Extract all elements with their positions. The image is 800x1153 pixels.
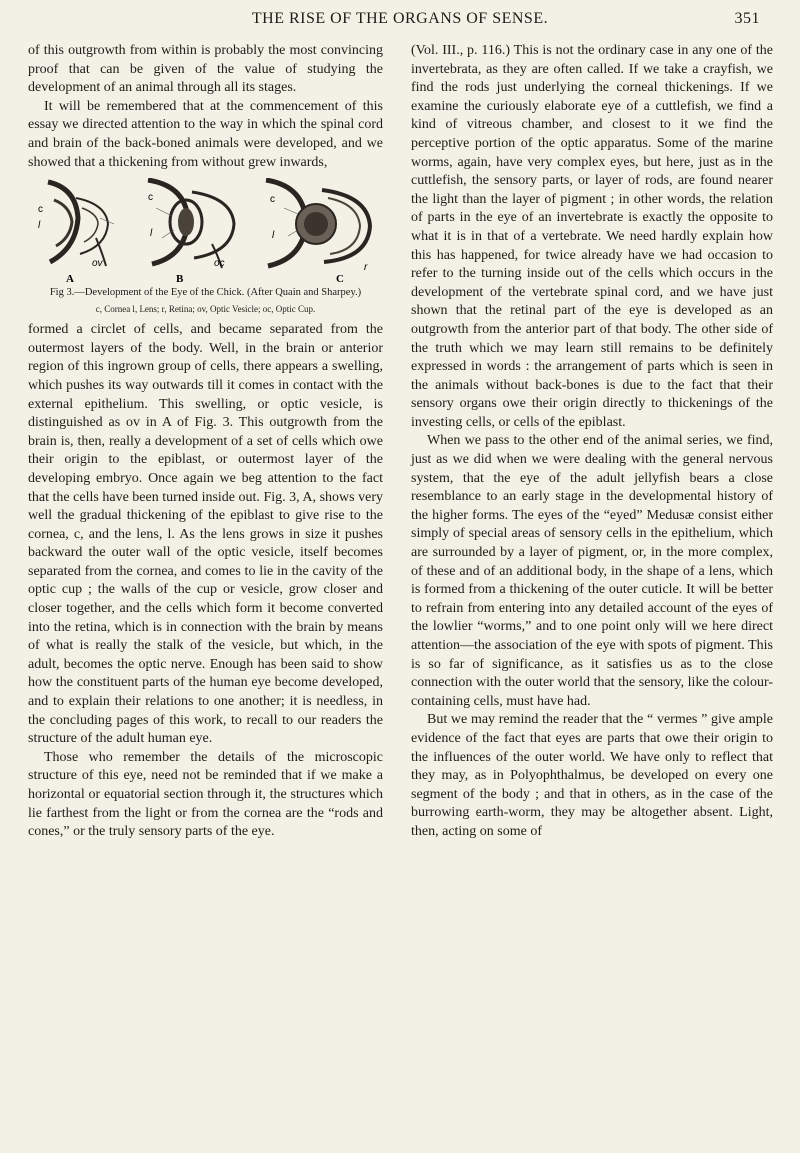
running-header xyxy=(40,10,760,34)
fig-label-c-a: c xyxy=(37,204,43,216)
right-paragraph-2: When we pass to the other end of the animal series, we find, just as we did when we were dealing with the general nervous system, that the eye of the adult jellyfish bears a close resemblance to an early stage in the developmental history of the higher forms. The eyes of the “eyed” Medusæ consist either simply of special areas of sensory cells in the epithelium, which are surrounded by a layer of pigment, or, in the more complex, of these and of an additional body, in the shape of a lens, which is formed from a thickening of the outer cuticle. It will be better to refrain from entering into any detailed account of the eyes of the lowlier “worms,” and to one point only will we here direct attention—the association of the eye with spots of pigment. This is so far of significance, as it satisfies us as to the close connection with the outer world that the sensory, like the colour-containing cells, must have had. xyxy=(411,433,773,709)
fig-label-l-c: l xyxy=(271,230,274,242)
panel-c-drawing xyxy=(266,180,370,266)
fig-label-c-b: c xyxy=(147,192,153,204)
fig-label-oc: oc xyxy=(213,258,225,270)
panel-label-c: C xyxy=(335,273,344,286)
fig-label-l-a: l xyxy=(37,220,40,232)
figure-3 xyxy=(28,178,383,315)
fig-label-r: r xyxy=(363,262,367,274)
right-paragraph-1: (Vol. III., p. 116.) This is not the ordinary case in any one of the invertebrata, as they are often called. If we take a crayfish, we find the rods just underlying the corneal thickenings. If we examine the curiously elaborate eye of a cuttlefish, we find a kind of vitreous chamber, and closest to it we find the perceptive portion of the optic apparatus. Some of the marine worms, again, have very complex eyes, but here, just as in the cuttlefish, the sensory parts, or layer of rods, are found nearer the light than the layer of pigment ; in other words, the relation of parts in the eye of an invertebrate is exactly the opposite to what it is in that of a vertebrate. We need hardly explain how this has happened, for twice already have we had occasion to refer to the turning inside out of the cells which occurs in the development of the vertebrate spinal cord, and we have just shown that the retinal part of the eye is developed as an outgrowth from the anterior part of that body. The other side of the truth which we may learn still remains to be definitely expressed in words : the arrangement of parts which is seen in the animals without back-bones is due to the fact that their sensory organs owe their origin directly to thickenings of the investing cells, or cells of the epiblast. xyxy=(411,43,773,430)
figure-legend: c, Cornea l, Lens; r, Retina; ov, Optic Vesicle; oc, Optic Cup. xyxy=(95,304,316,315)
eye-development-illustration xyxy=(36,178,376,286)
fig-label-l-b: l xyxy=(149,228,152,240)
right-paragraph-3: But we may remind the reader that the “ vermes ” give ample evidence of the fact that eyes are parts that owe their origin to the influences of the outer world. We have only to reflect that they may, as in Polyophthalmus, be developed on every one segment of the body ; and that in others, as in the case of the burrowing earth-worm, they may be altogether absent. Light, then, acting on some of xyxy=(411,712,773,839)
panel-label-a: A xyxy=(65,273,74,286)
fig-label-c-c: c xyxy=(269,194,275,206)
panel-a-drawing xyxy=(48,182,114,266)
panel-label-b: B xyxy=(175,273,183,286)
left-paragraph-2: It will be remembered that at the commencement of this essay we directed attention to the way in which the spinal cord and brain of the back-boned animals were developed, and we showed that a thickening from without grew inwards, xyxy=(28,98,383,170)
left-paragraph-4: Those who remember the details of the microscopic structure of this eye, need not be reminded that if we make a horizontal or equatorial section through it, the structures which lie farthest from the light or from the cornea are the “rods and cones,” or the truly sensory parts of the eye. xyxy=(28,749,383,840)
left-paragraph-1: of this outgrowth from within is probably the most convincing proof that can be given of the value of studying the development of an animal through all its stages. xyxy=(28,43,383,96)
page-number: 351 xyxy=(734,10,760,27)
left-paragraph-3: formed a circlet of cells, and became separated from the outermost layers of the body. Well, in the brain or anterior region of this ingrown group of cells, there appears a swelling, which pushes its way outwards till it comes in contact with the external epithelium. This swelling, or optic vesicle, is distinguished as ov in A of Fig. 3. This outgrowth from the brain is, then, really a development of a set of cells which owe their origin to the epiblast, or outermost layer of the developing embryo. Once again we beg attention to the fact that the cells have been turned inside out. Fig. 3, A, shows very well the gradual thickening of the epiblast to give rise to the cornea, c, and the lens, l. As the lens grows in size it pushes backward the outer wall of the optic vesicle, itself becomes separated from the cornea, and comes to lie in the cavity of the optic cup ; the walls of the cup or vesicle, grow closer and closer together, and the cells which form it become converted into the retina, which is in connection with the brain by means of what is really the stalk of the vesicle, but which, in the adult, becomes the optic nerve. Enough has been said to show how the constituent parts of the human eye become developed, and to explain their relations to one another; it is needless, in the concluding pages of this work, to recall to our readers the structure of the adult human eye. xyxy=(28,322,383,747)
left-column xyxy=(28,42,383,842)
running-title: THE RISE OF THE ORGANS OF SENSE. xyxy=(251,10,549,27)
right-column xyxy=(411,42,773,842)
figure-caption: Fig 3.—Development of the Eye of the Chick. (After Quain and Sharpey.) xyxy=(49,287,362,299)
panel-b-drawing xyxy=(148,180,234,268)
fig-label-ov: ov xyxy=(91,258,103,270)
